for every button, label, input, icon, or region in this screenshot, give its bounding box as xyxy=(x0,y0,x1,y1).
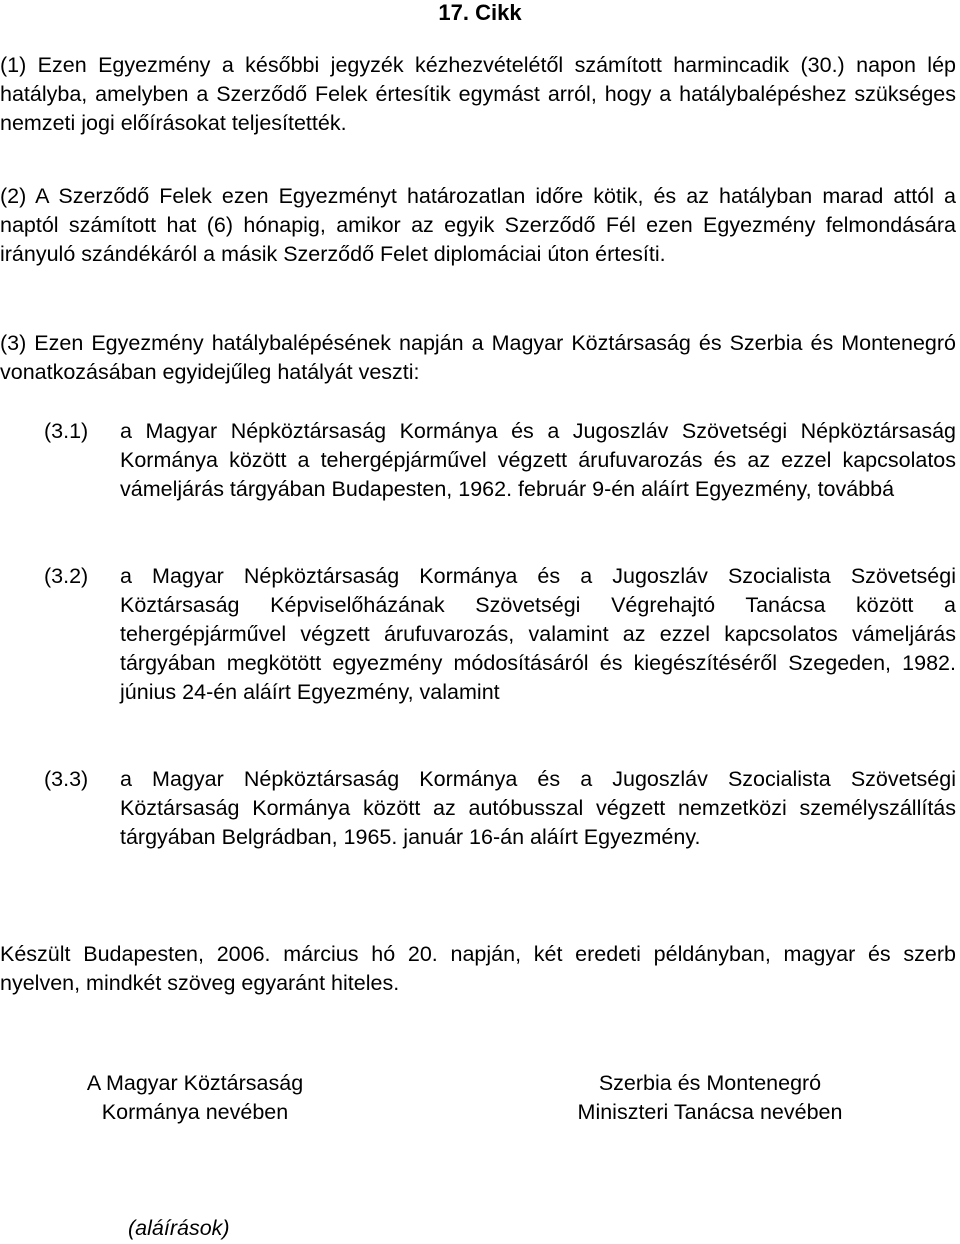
paragraph-2: (2) A Szerződő Felek ezen Egyezményt határozatlan időre kötik, és az hatályban marad attól a naptól számított hat (6) hónapig, amikor az egyik Szerződő Fél ezen Egyezmény felmondására irányuló szándékáról a másik Szerződő Felet diplomáciai úton értesíti. xyxy=(0,184,956,266)
paragraph-1: (1) Ezen Egyezmény a későbbi jegyzék kézhezvételétől számított harmincadik (30.) napon lép hatályba, amelyben a Szerződő Felek értesítik egymást arról, hogy a hatálybalépéshez szükséges nemzeti jogi előírásokat teljesítették. xyxy=(0,53,956,135)
signatory-right xyxy=(530,1069,890,1127)
subitem-number: (3.2) xyxy=(44,564,89,588)
signatory-right-line2: Miniszteri Tanácsa nevében xyxy=(577,1100,843,1124)
closing-statement: Készült Budapesten, 2006. március hó 20. napján, két eredeti példányban, magyar és szerb nyelven, mindkét szöveg egyaránt hiteles. xyxy=(0,942,956,995)
signatory-left-line1: A Magyar Köztársaság xyxy=(86,1071,304,1095)
subitem-number: (3.1) xyxy=(44,419,89,443)
subitem-text: a Magyar Népköztársaság Kormánya és a Jugoszláv Szövetségi Népköztársaság Kormánya között a tehergépjárművel végzett árufuvarozás és az ezzel kapcsolatos vámeljárás tárgyában Budapesten, 1962. február 9-én aláírt Egyezmény, továbbá xyxy=(120,419,956,501)
paragraph-3: (3) Ezen Egyezmény hatálybalépésének napján a Magyar Köztársaság és Szerbia és Montenegró vonatkozásában egyidejűleg hatályát veszti: xyxy=(0,331,956,384)
article-title: 17. Cikk xyxy=(438,0,522,25)
subitem-text: a Magyar Népköztársaság Kormánya és a Jugoszláv Szocialista Szövetségi Köztársaság Képviselőházának Szövetségi Végrehajtó Tanácsa között a tehergépjárművel végzett árufuvarozás, valamint az ezzel kapcsolatos vámeljárás tárgyában megkötött egyezmény módosításáról és kiegészítéséről Szegeden, 1982. június 24-én aláírt Egyezmény, valamint xyxy=(120,564,956,704)
signatory-right-line1: Szerbia és Montenegró xyxy=(598,1071,822,1095)
signatures-note: (aláírások) xyxy=(128,1216,230,1240)
subitem-text: a Magyar Népköztársaság Kormánya és a Jugoszláv Szocialista Szövetségi Köztársaság Kormánya között az autóbusszal végzett nemzetközi személyszállítás tárgyában Belgrádban, 1965. január 16-án aláírt Egyezmény. xyxy=(120,767,956,849)
subitem-number: (3.3) xyxy=(44,767,89,791)
signatory-left-line2: Kormánya nevében xyxy=(101,1100,289,1124)
signatory-left xyxy=(40,1069,350,1127)
